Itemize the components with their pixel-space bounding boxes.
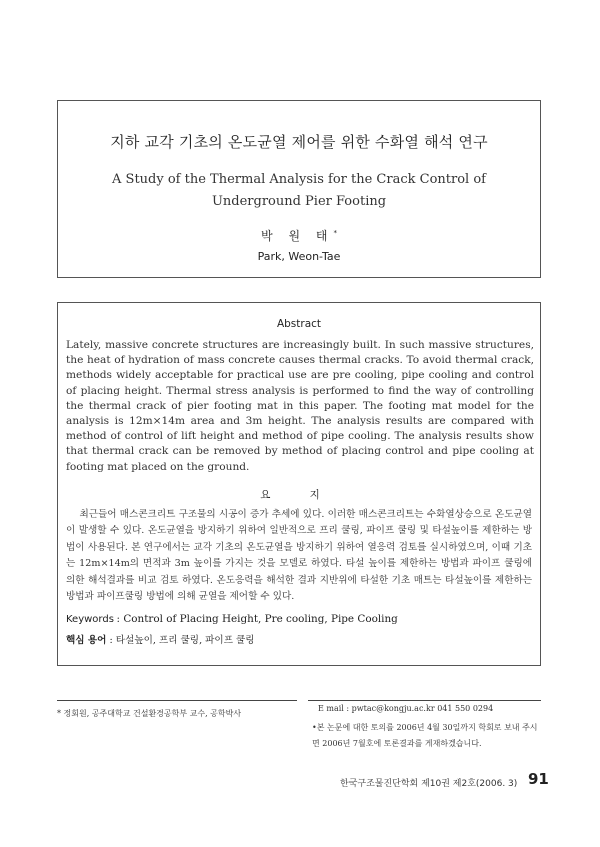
paper-title-en-line1: A Study of the Thermal Analysis for the Crack Control of <box>112 172 486 187</box>
discussion-note: •본 논문에 대한 토의를 2006년 4월 30일까지 학회로 보내 주시면 2006년 7월호에 토론결과를 게재하겠습니다. <box>312 723 538 748</box>
paper-title-en-line2: Underground Pier Footing <box>211 194 387 209</box>
abstract-text: Lately, massive concrete structures are increasingly built. In such massive structures, the heat of hydration of mass concrete causes thermal cracks. To avoid thermal crack, methods widely acceptable for practical use are pre cooling, pipe cooling and control of placing height. Thermal stress analysis is performed to find the way of controlling the thermal crack of pier footing mat in this paper. The footing mat model for the analysis is 12m×14m area and 3m height. The analysis results are compared with method of control of lift height and method of pipe cooling. The analysis results show that thermal crack can be removed by method of placing control and pipe cooling at footing mat placed on the ground. <box>66 339 534 473</box>
keywords-en-label: Keywords <box>66 614 114 625</box>
paper-title-ko: 지하 교각 기초의 온도균열 제어를 위한 수화열 해석 연구 <box>110 133 488 151</box>
keywords-ko-label: 핵심 용어 <box>66 635 107 646</box>
paper-title-en <box>58 169 540 213</box>
summary-ko-body <box>66 507 532 605</box>
author-ko-name: 박 원 태 <box>261 229 334 243</box>
author-ko <box>58 227 540 244</box>
summary-ko-text: 최근들어 매스콘크리트 구조물의 시공이 증가 추세에 있다. 이러한 매스콘크리트는 수화열상승으로 온도균열이 발생할 수 있다. 온도균열을 방지하기 위하여 일반적으로 프리 쿨링, 파이프 쿨링 및 타설높이를 제한하는 방법이 사용된다. 본 연구에서는 교각 기초의 온도균열을 방지하기 위하여 열응력 검토를 실시하였으며, 이때 기초는 12m×14m의 면적과 3m 높이를 가지는 것을 모델로 하였다. 타설 높이를 제한하는 방법과 파이프 쿨링에 의한 해석결과를 비교 검토 하였다. 온도응력을 해석한 결과 지반위에 타설한 기초 매트는 타설높이를 제한하는 방법과 파이프쿨링 방법에 의해 균열을 제어할 수 있다. <box>66 509 532 603</box>
summary-ko-heading: 요 지 <box>260 489 338 501</box>
title-box <box>57 100 541 278</box>
abstract-heading: Abstract <box>276 318 322 330</box>
abstract-box <box>57 302 541 666</box>
author-en: Park, Weon-Tae <box>257 250 341 263</box>
keywords-ko-value: 타설높이, 프리 쿨링, 파이프 쿨링 <box>115 635 255 646</box>
keywords-ko: 핵심 용어 : 타설높이, 프리 쿨링, 파이프 쿨링 <box>66 635 255 646</box>
footnote-rule-right <box>308 700 541 701</box>
page-number: 91 <box>528 770 549 788</box>
author-affiliation-footnote: * 정회원, 공주대학교 건설환경공학부 교수, 공학박사 <box>57 709 242 718</box>
journal-citation: 한국구조물진단학회 제10권 제2호(2006. 3) <box>340 779 518 789</box>
footnote-rule-left <box>57 700 297 701</box>
author-email: E mail : pwtac@kongju.ac.kr 041 550 0294 <box>318 704 494 713</box>
keywords-en-value: Control of Placing Height, Pre cooling, Pipe Cooling <box>123 613 398 625</box>
keywords-en: Keywords : Control of Placing Height, Pre cooling, Pipe Cooling <box>66 613 398 625</box>
author-footnote-mark: * <box>333 229 337 237</box>
